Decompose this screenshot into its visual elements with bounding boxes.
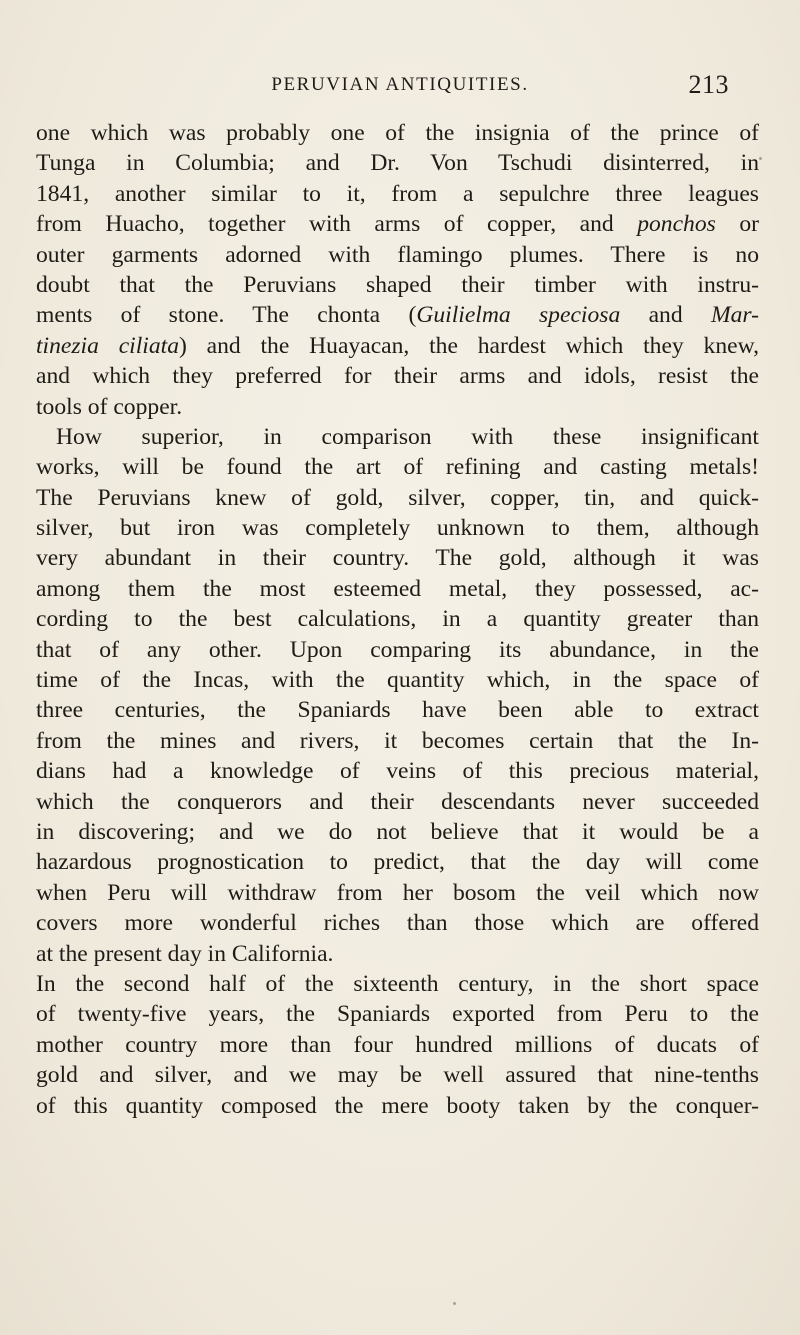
- text-line: of twenty-five years, the Spaniards exported from Peru to the: [36, 1001, 759, 1028]
- paper-speck: [759, 157, 762, 160]
- text-line: works, will be found the art of refining and casting metals!: [36, 454, 759, 481]
- text-line: one which was probably one of the insignia of the prince of: [36, 120, 759, 146]
- running-head: [0, 70, 800, 104]
- text-line: which the conquerors and their descendants never succeeded: [36, 788, 759, 815]
- text-line: from Huacho, together with arms of copper, and ponchos or: [36, 211, 759, 238]
- text-line: gold and silver, and we may be well assured that nine-tenths: [36, 1062, 759, 1089]
- text-line: three centuries, the Spaniards have been able to extract: [36, 697, 759, 724]
- body-text: [36, 118, 759, 1121]
- text-line: tools of copper.: [36, 393, 183, 420]
- text-line: silver, but iron was completely unknown to them, although: [36, 515, 759, 542]
- running-title: PERUVIAN ANTIQUITIES.: [271, 74, 529, 95]
- text-line: ments of stone. The chonta (Guilielma speciosa and Mar-: [36, 302, 759, 329]
- text-line: and which they preferred for their arms and idols, resist the: [36, 363, 759, 390]
- paper-speck: [453, 1302, 456, 1305]
- text-line: among them the most esteemed metal, they possessed, ac-: [36, 575, 759, 602]
- text-line: mother country more than four hundred millions of ducats of: [36, 1031, 759, 1058]
- text-line: of this quantity composed the mere booty taken by the conquer-: [36, 1092, 759, 1119]
- paragraph-start-line: In the second half of the sixteenth century, in the short space: [36, 970, 759, 997]
- text-line: Tunga in Columbia; and Dr. Von Tschudi disinterred, in: [36, 150, 759, 177]
- text-line: dians had a knowledge of veins of this precious material,: [36, 758, 759, 785]
- text-line: hazardous prognostication to predict, that the day will come: [36, 849, 759, 876]
- text-line: doubt that the Peruvians shaped their timber with instru-: [36, 271, 759, 298]
- text-line: 1841, another similar to it, from a sepulchre three leagues: [36, 180, 759, 207]
- page-number: 213: [688, 70, 729, 99]
- paragraph-start-line: How superior, in comparison with these insignificant: [56, 423, 759, 450]
- text-line: when Peru will withdraw from her bosom the veil which now: [36, 879, 759, 906]
- text-line: very abundant in their country. The gold, although it was: [36, 545, 759, 572]
- text-line: at the present day in California.: [36, 940, 334, 967]
- text-line: The Peruvians knew of gold, silver, copper, tin, and quick-: [36, 484, 759, 511]
- text-line: tinezia ciliata) and the Huayacan, the hardest which they knew,: [36, 332, 759, 359]
- text-line: that of any other. Upon comparing its abundance, in the: [36, 636, 759, 663]
- text-line: covers more wonderful riches than those which are offered: [36, 910, 759, 937]
- text-line: time of the Incas, with the quantity which, in the space of: [36, 667, 759, 694]
- text-line: cording to the best calculations, in a quantity greater than: [36, 606, 759, 633]
- text-line: in discovering; and we do not believe that it would be a: [36, 818, 759, 845]
- text-line: from the mines and rivers, it becomes certain that the In-: [36, 727, 759, 754]
- text-line: outer garments adorned with flamingo plumes. There is no: [36, 241, 759, 268]
